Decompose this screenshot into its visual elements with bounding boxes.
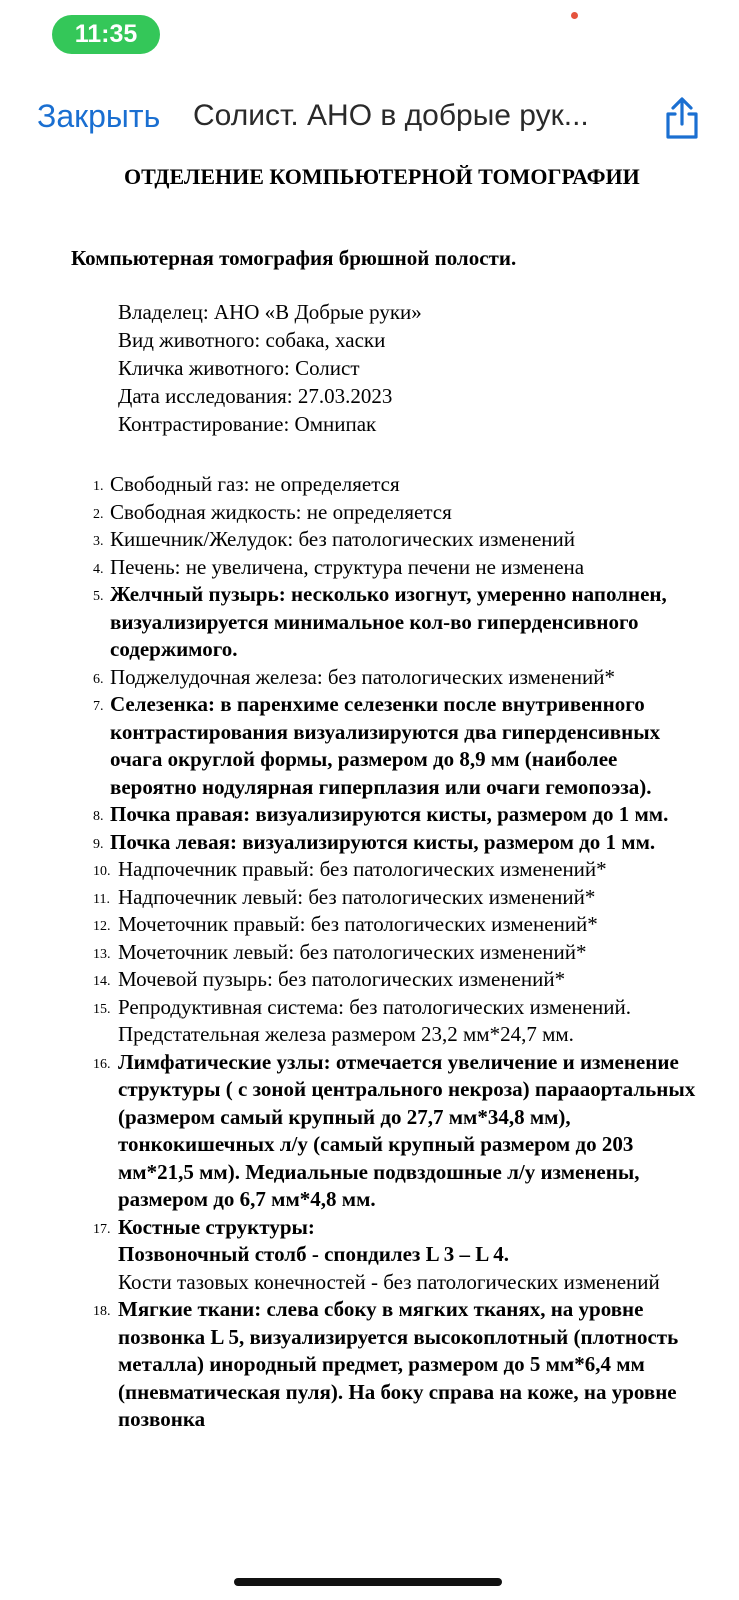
nav-bar: [0, 90, 739, 146]
finding-item: [0, 1214, 708, 1297]
finding-line: Кости тазовых конечностей - без патологических изменений: [118, 1269, 660, 1294]
patient-info: [118, 298, 422, 438]
finding-text: Поджелудочная железа: без патологических изменений*: [110, 664, 615, 689]
finding-item: [0, 856, 708, 884]
finding-item: [0, 554, 700, 582]
finding-item: [0, 829, 700, 857]
finding-text: Надпочечник правый: без патологических изменений*: [118, 857, 607, 881]
finding-text: Свободная жидкость: не определяется: [110, 499, 452, 524]
finding-number: 11.: [93, 891, 110, 907]
finding-item: [0, 994, 708, 1049]
finding-text: Мочевой пузырь: без патологических изменений*: [118, 967, 566, 991]
status-time: 11:35: [52, 15, 160, 54]
finding-text: Свободный газ: не определяется: [110, 472, 400, 496]
finding-item: [0, 966, 708, 994]
finding-number: 6.: [93, 671, 104, 687]
finding-line: Костные структуры:: [118, 1214, 315, 1239]
finding-number: 15.: [93, 1001, 111, 1017]
finding-item: [0, 664, 700, 692]
finding-text: Кишечник/Желудок: без патологических изменений: [110, 527, 576, 551]
study-subtitle: Компьютерная томография брюшной полости.: [71, 246, 517, 270]
finding-item: [0, 939, 708, 967]
finding-item: [0, 801, 700, 829]
finding-number: 8.: [93, 809, 104, 824]
finding-number: 5.: [93, 589, 104, 604]
home-indicator[interactable]: [234, 1578, 502, 1586]
info-owner: Владелец: АНО «В Добрые руки»: [118, 300, 422, 324]
recording-indicator-icon: [571, 12, 578, 19]
finding-item: [0, 884, 708, 912]
findings-list: [0, 471, 739, 1434]
finding-text: Почка левая: визуализируются кисты, размером до 1 мм.: [110, 829, 656, 854]
finding-number: 16.: [93, 1056, 111, 1072]
finding-item: [0, 691, 700, 801]
finding-number: 18.: [93, 1304, 111, 1319]
finding-number: 1.: [93, 479, 104, 494]
finding-number: 3.: [93, 534, 104, 549]
finding-line: Позвоночный столб - спондилез L 3 – L 4.: [118, 1242, 510, 1266]
finding-text: Почка правая: визуализируются кисты, размером до 1 мм.: [110, 802, 669, 826]
finding-text: Мягкие ткани: слева сбоку в мягких тканях, на уровне позвонка L 5, визуализируется высокоплотный (плотность металла) инородный предмет, размером до 5 мм*6,4 мм (пневматическая пуля). На боку справа на коже, на уровне позвонка: [118, 1297, 679, 1431]
finding-text: Мочеточник правый: без патологических изменений*: [118, 912, 598, 936]
info-contrast: Контрастирование: Омнипак: [118, 412, 377, 436]
finding-text: Селезенка: в паренхиме селезенки после внутривенного контрастирования визуализируются два гиперденсивных очага округлой формы, размером до 8,9 мм (наиболее вероятно нодулярная гиперплазия или очаги гемопоэза).: [110, 692, 661, 799]
info-species: Вид животного: собака, хаски: [118, 328, 386, 352]
finding-number: 17.: [93, 1221, 111, 1237]
document-title: Солист. АНО в добрые рук...: [193, 99, 589, 132]
finding-text: Мочеточник левый: без патологических изменений*: [118, 939, 587, 964]
finding-number: 14.: [93, 974, 111, 989]
finding-text: Желчный пузырь: несколько изогнут, умеренно наполнен, визуализируется минимальное кол-во гиперденсивного содержимого.: [110, 582, 667, 661]
finding-number: 12.: [93, 919, 111, 934]
finding-number: 13.: [93, 946, 111, 962]
finding-item: [0, 526, 700, 554]
finding-number: 10.: [93, 864, 111, 879]
finding-item: [0, 581, 700, 664]
info-date: Дата исследования: 27.03.2023: [118, 384, 393, 408]
finding-item: [0, 911, 708, 939]
finding-number: 7.: [93, 699, 104, 714]
status-bar: [0, 0, 739, 70]
finding-text: Надпочечник левый: без патологических изменений*: [118, 884, 596, 909]
finding-text: Репродуктивная система: без патологических изменений. Предстательная железа размером 23,2 мм*24,7 мм.: [118, 994, 631, 1046]
finding-number: 2.: [93, 506, 104, 522]
finding-text: Лимфатические узлы: отмечается увеличение и изменение структуры ( с зоной центрального некроза) парааортальных (размером самый крупный до 27,7 мм*34,8 мм), тонкокишечных л/у (самый крупный размером до 203 мм*21,5 мм). Медиальные подвздошные л/у изменены, размером до 6,7 мм*4,8 мм.: [118, 1049, 696, 1211]
department-heading: ОТДЕЛЕНИЕ КОМПЬЮТЕРНОЙ ТОМОГРАФИИ: [124, 164, 640, 189]
close-button[interactable]: Закрыть: [37, 98, 161, 134]
finding-number: 4.: [93, 561, 104, 577]
finding-text: Печень: не увеличена, структура печени не изменена: [110, 554, 585, 579]
finding-item: [0, 1049, 708, 1214]
share-icon[interactable]: [662, 96, 702, 140]
finding-number: 9.: [93, 836, 104, 852]
finding-item: [0, 471, 700, 499]
finding-item: [0, 1296, 708, 1434]
finding-item: [0, 499, 700, 527]
info-name: Кличка животного: Солист: [118, 356, 360, 380]
